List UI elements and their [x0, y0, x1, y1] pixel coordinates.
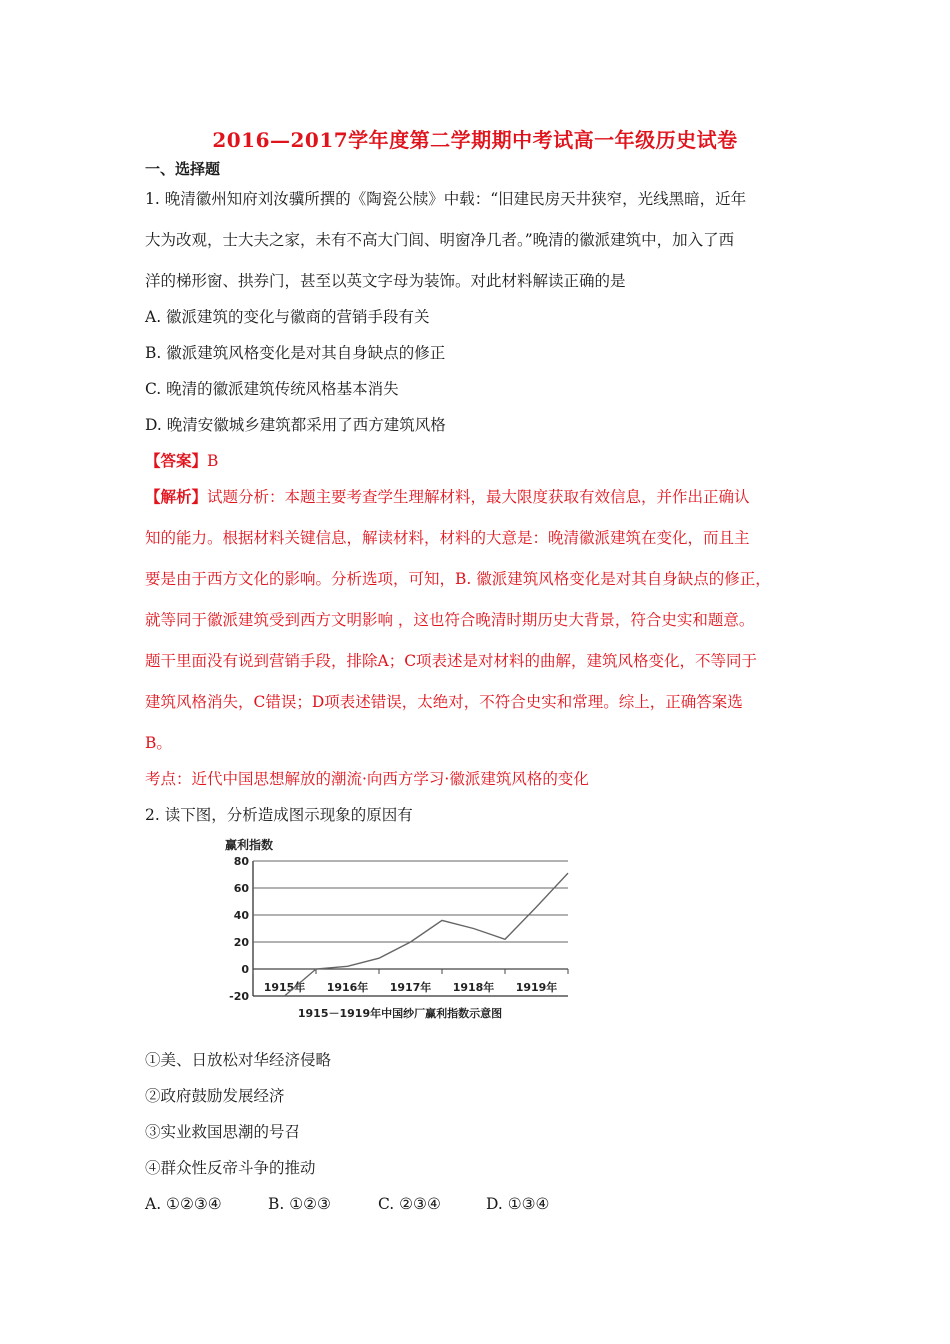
q1-option-d: D. 晚清安徽城乡建筑都采用了西方建筑风格: [145, 416, 446, 434]
chart-x-tick-label: 1916年: [326, 981, 369, 994]
q2-option-a: A. ①②③④: [145, 1195, 222, 1213]
q2-stem: 2. 读下图，分析造成图示现象的原因有: [145, 806, 413, 824]
chart-ylabel: 赢利指数: [225, 838, 274, 852]
q2-item-3: ③实业救国思潮的号召: [145, 1123, 301, 1141]
chart-gridlines: [253, 861, 568, 996]
chart-y-tick-label: 40: [233, 909, 249, 922]
chart-x-ticks: [264, 980, 558, 994]
q1-stem-line-3: 洋的梯形窗、拱券门，甚至以英文字母为装饰。对此材料解读正确的是: [145, 272, 626, 290]
profit-index-chart: [225, 835, 575, 1027]
q2-option-c: C. ②③④: [378, 1195, 441, 1213]
chart-y-tick-label: -20: [229, 990, 249, 1003]
q1-analysis-line-6: 建筑风格消失，C错误；D项表述错误，太绝对，不符合史实和常理。综上，正确答案选: [145, 693, 743, 711]
q1-option-b: B. 徽派建筑风格变化是对其自身缺点的修正: [145, 344, 446, 362]
q1-analysis-line-1: [145, 487, 750, 507]
analysis-text: 试题分析：本题主要考查学生理解材料，最大限度获取有效信息，并作出正确认: [207, 488, 750, 506]
q1-analysis-line-3: 要是由于西方文化的影响。分析选项，可知，B. 徽派建筑风格变化是对其自身缺点的修正，: [145, 570, 771, 588]
q1-option-c: C. 晚清的徽派建筑传统风格基本消失: [145, 380, 399, 398]
answer-value: B: [207, 452, 219, 470]
chart-y-tick-label: 60: [233, 882, 249, 895]
chart-x-tick-label: 1915年: [263, 981, 306, 994]
chart-x-tick-label: 1918年: [452, 981, 495, 994]
chart-x-tick-label: 1919年: [515, 981, 558, 994]
chart-y-tick-label: 80: [233, 855, 249, 868]
answer-tag: 【答案】: [145, 451, 208, 470]
q1-option-a: A. 徽派建筑的变化与徽商的营销手段有关: [145, 308, 430, 326]
q1-answer: [145, 451, 218, 471]
q2-item-1: ①美、日放松对华经济侵略: [145, 1051, 332, 1069]
analysis-tag: 【解析】: [145, 487, 208, 506]
q2-item-4: ④群众性反帝斗争的推动: [145, 1159, 316, 1177]
chart-svg: [225, 835, 575, 1027]
q2-option-d: D. ①③④: [486, 1195, 550, 1213]
chart-y-tick-label: 0: [241, 963, 249, 976]
chart-x-tick-label: 1917年: [389, 981, 432, 994]
chart-series-line-0: [285, 873, 569, 996]
q1-analysis-line-2: 知的能力。根据材料关键信息，解读材料，材料的大意是：晚清徽派建筑在变化，而且主: [145, 529, 750, 547]
q2-option-b: B. ①②③: [268, 1195, 331, 1213]
chart-y-ticks: [229, 855, 249, 1003]
chart-y-tick-label: 20: [233, 936, 249, 949]
exam-title: 2016—2017学年度第二学期期中考试高一年级历史试卷: [212, 128, 738, 152]
q1-stem-line-1: 1. 晚清徽州知府刘汝骥所撰的《陶瓷公牍》中载：“旧建民房天井狭窄，光线黑暗，近年: [145, 190, 747, 208]
q1-analysis-line-5: 题干里面没有说到营销手段，排除A；C项表述是对材料的曲解，建筑风格变化，不等同于: [145, 652, 758, 670]
q2-item-2: ②政府鼓励发展经济: [145, 1087, 285, 1105]
q1-analysis-line-4: 就等同于徽派建筑受到西方文明影响 ，这也符合晚清时期历史大背景，符合史实和题意。: [145, 611, 755, 629]
chart-series: [285, 873, 569, 996]
q1-kaodian: 考点：近代中国思想解放的潮流·向西方学习·徽派建筑风格的变化: [145, 770, 589, 788]
chart-title: 1915－1919年中国纱厂赢利指数示意图: [297, 1007, 503, 1020]
q1-analysis-line-7: B。: [145, 734, 172, 752]
q1-stem-line-2: 大为改观，士大夫之家，未有不高大门闾、明窗净几者。”晚清的徽派建筑中，加入了西: [145, 231, 735, 249]
section-heading: 一、选择题: [145, 160, 221, 178]
